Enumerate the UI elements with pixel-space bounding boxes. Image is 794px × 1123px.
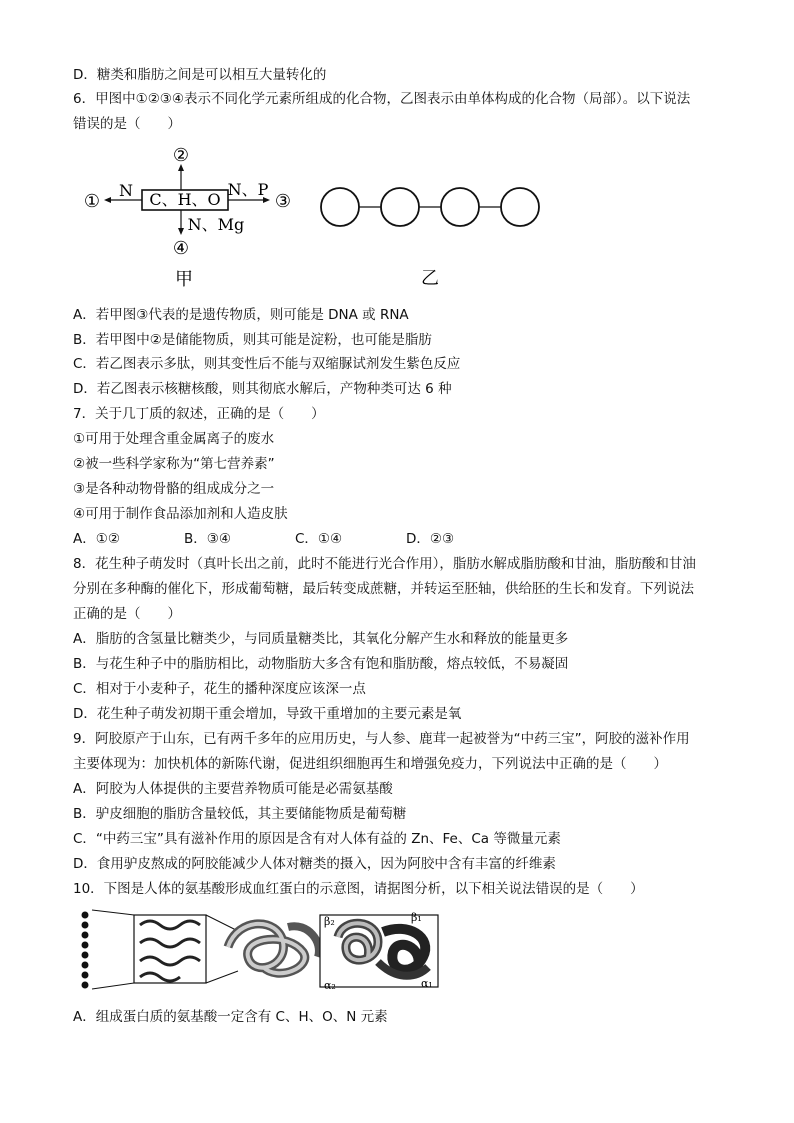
compound-2-label: ② [172,145,190,166]
q7-option-d: D．②③ [406,531,455,547]
figure-yi [315,178,550,293]
q7-option-b: B．③④ [184,531,231,547]
q9-option-d: D．食用驴皮熬成的阿胶能减少人体对糖类的摄入，因为阿胶中含有丰富的纤维素 [73,856,556,872]
q9-stem-cont: 主要体现为：加快机体的新陈代谢，促进组织细胞再生和增强免疫力，下列说法中正确的是（ ） [73,756,667,772]
q10-stem: 10．下图是人体的氨基酸形成血红蛋白的示意图，请据图分析，以下相关说法错误的是（ ） [73,881,644,897]
q6-option-c: C．若乙图表示多肽，则其变性后不能与双缩脲试剂发生紫色反应 [73,356,461,372]
q9-option-b: B．驴皮细胞的脂肪含量较低，其主要储能物质是葡萄糖 [73,806,407,822]
q7-option-a: A．①② [73,531,120,547]
q7-stem: 7．关于几丁质的叙述，正确的是（ ） [73,406,325,422]
compound-3-label: ③ [274,191,292,212]
q8-option-a: A．脂肪的含氢量比糖类少，与同质量糖类比，其氧化分解产生水和释放的能量更多 [73,631,569,647]
q8-stem-cont2: 正确的是（ ） [73,606,181,622]
q6-option-d: D．若乙图表示核糖核酸，则其彻底水解后，产物种类可达 6 种 [73,381,452,397]
q7-item-3: ③是各种动物骨骼的组成成分之一 [73,481,275,497]
monomer-circle [501,188,539,226]
down-element-label: N、Mg [187,215,245,234]
q9-option-c: C．“中药三宝”具有滋补作用的原因是含有对人体有益的 Zn、Fe、Ca 等微量元素 [73,831,561,847]
center-label: C、H、O [149,190,221,209]
figure-jia-caption: 甲 [175,269,193,290]
q8-option-b: B．与花生种子中的脂肪相比，动物脂肪大多含有饱和脂肪酸，熔点较低，不易凝固 [73,656,569,672]
q6-option-a: A．若甲图③代表的是遗传物质，则可能是 DNA 或 RNA [73,307,409,323]
q10-option-a: A．组成蛋白质的氨基酸一定含有 C、H、O、N 元素 [73,1009,388,1025]
q8-option-c: C．相对于小麦种子，花生的播种深度应该深一点 [73,681,366,697]
amino-acid-chain [82,912,89,989]
q6-stem: 6．甲图中①②③④表示不同化学元素所组成的化合物，乙图表示由单体构成的化合物（局部）。以下说法 [73,91,691,107]
q8-stem: 8．花生种子萌发时（真叶长出之前，此时不能进行光合作用），脂肪水解成脂肪酸和甘油，脂肪酸和甘油 [73,556,696,572]
q9-option-a: A．阿胶为人体提供的主要营养物质可能是必需氨基酸 [73,781,393,797]
q7-item-2: ②被一些科学家称为“第七营养素” [73,456,275,472]
folded-chain [228,924,319,973]
figure-hemoglobin [78,907,440,992]
q5-option-d: D．糖类和脂肪之间是可以相互大量转化的 [73,67,327,83]
q7-option-c: C．①④ [295,531,343,547]
figure-jia [78,140,308,295]
right-element-label: N、P [227,180,269,199]
figure-yi-caption: 乙 [421,268,439,289]
beta2-label: β₂ [324,915,335,928]
compound-1-label: ① [83,191,101,212]
q7-item-1: ①可用于处理含重金属离子的废水 [73,431,275,447]
alpha1-label: α₁ [421,977,433,990]
q8-option-d: D．花生种子萌发初期干重会增加，导致干重增加的主要元素是氧 [73,706,462,722]
alpha2-label: α₂ [324,979,336,992]
q6-stem-cont: 错误的是（ ） [73,116,181,132]
beta1-label: β₁ [411,911,422,924]
monomer-circle [321,188,359,226]
q6-option-b: B．若甲图中②是储能物质，则其可能是淀粉，也可能是脂肪 [73,332,432,348]
q8-stem-cont: 分别在多种酶的催化下，形成葡萄糖，最后转变成蔗糖，并转运至胚轴，供给胚的生长和发育。下列说法 [73,581,694,597]
q9-stem: 9．阿胶原产于山东，已有两千多年的应用历史，与人参、鹿茸一起被誉为“中药三宝”，阿胶的滋补作用 [73,731,690,747]
monomer-circle [441,188,479,226]
q7-item-4: ④可用于制作食品添加剂和人造皮肤 [73,506,288,522]
monomer-circle [381,188,419,226]
left-element-label: N [119,181,133,200]
compound-4-label: ④ [172,238,190,259]
